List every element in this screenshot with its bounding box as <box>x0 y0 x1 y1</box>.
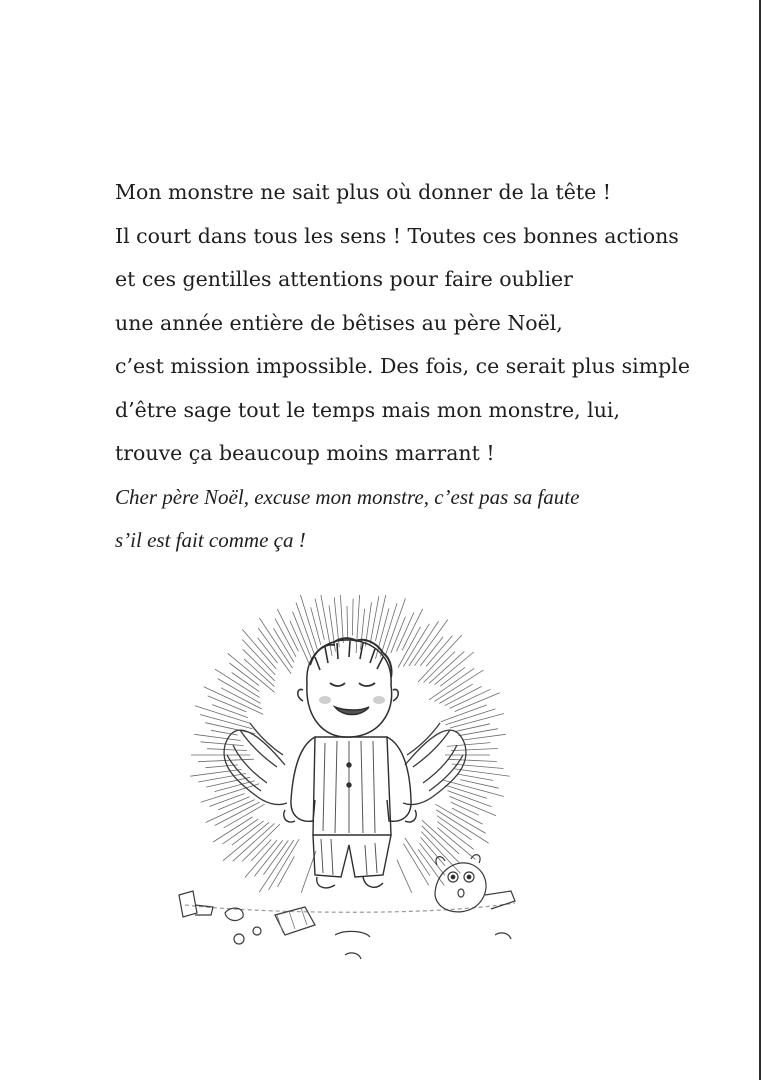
glow-ray <box>418 849 444 885</box>
glow-ray <box>273 628 294 662</box>
story-line-italic: Cher père Noël, excuse mon monstre, c’est pas sa faute <box>115 484 580 509</box>
glow-ray <box>221 688 262 709</box>
glow-ray <box>376 595 387 641</box>
glow-ray <box>201 742 244 746</box>
glow-ray <box>452 764 504 769</box>
glow-ray <box>426 636 452 667</box>
glow-ray <box>204 687 263 715</box>
glow-ray <box>437 822 474 850</box>
glow-ray <box>206 800 255 823</box>
glow-ray <box>415 620 448 666</box>
glow-ray <box>264 840 289 874</box>
glow-ray <box>421 837 445 865</box>
story-line: Il court dans tous les sens ! Toutes ces bonnes actions <box>115 223 679 248</box>
glow-ray <box>190 769 241 776</box>
story-line: Mon monstre ne sait plus où donner de la tête ! <box>115 180 612 204</box>
floor-mess <box>179 855 515 959</box>
story-line: et ces gentilles attentions pour faire oublier <box>115 267 573 291</box>
glow-ray <box>429 668 474 699</box>
glow-ray <box>420 843 445 875</box>
glow-ray <box>340 595 343 643</box>
glow-ray <box>434 670 483 701</box>
glow-ray <box>403 624 429 667</box>
glow-ray <box>463 734 506 740</box>
glow-ray <box>397 860 412 893</box>
glow-ray <box>277 609 298 651</box>
glow-ray <box>347 606 348 639</box>
glow-ray <box>215 802 260 825</box>
glow-ray <box>437 816 472 840</box>
glow-ray <box>213 817 253 842</box>
head <box>298 638 399 737</box>
glow-ray <box>422 826 460 864</box>
glow-ray <box>275 619 296 657</box>
glow-ray <box>194 734 240 740</box>
glow-ray <box>223 819 259 844</box>
wing-right <box>403 723 466 805</box>
glow-ray <box>352 599 353 636</box>
glow-ray <box>448 759 497 761</box>
body <box>284 737 417 888</box>
story-line: trouve ça beaucoup moins marrant ! <box>115 441 495 465</box>
glow-ray <box>212 705 248 718</box>
glow-ray <box>458 774 493 780</box>
glow-ray <box>290 621 310 665</box>
glow-ray <box>451 749 498 751</box>
glow-ray <box>451 802 479 815</box>
story-line: d’être sage tout le temps mais mon monstre, lui, <box>115 397 620 422</box>
story-text <box>115 172 715 564</box>
glow-ray <box>244 659 275 687</box>
story-line: une année entière de bêtises au père Noël, <box>115 310 563 335</box>
glow-ray <box>232 821 264 845</box>
glow-ray <box>254 840 282 876</box>
glow-ray <box>356 595 360 653</box>
glow-ray <box>218 797 250 810</box>
glow-ray <box>215 669 260 698</box>
glow-ray <box>460 780 499 789</box>
glow-ray <box>209 794 244 807</box>
story-line-italic: s’il est fait comme ça ! <box>115 528 306 552</box>
glow-ray <box>311 607 321 644</box>
glow-ray <box>243 649 275 681</box>
angel-monster-drawing-icon <box>165 595 535 985</box>
glow-ray <box>422 820 459 854</box>
story-line: c’est mission impossible. Des fois, ce serait plus simple <box>115 354 690 378</box>
glow-ray <box>447 743 491 747</box>
glow-ray <box>207 749 247 751</box>
